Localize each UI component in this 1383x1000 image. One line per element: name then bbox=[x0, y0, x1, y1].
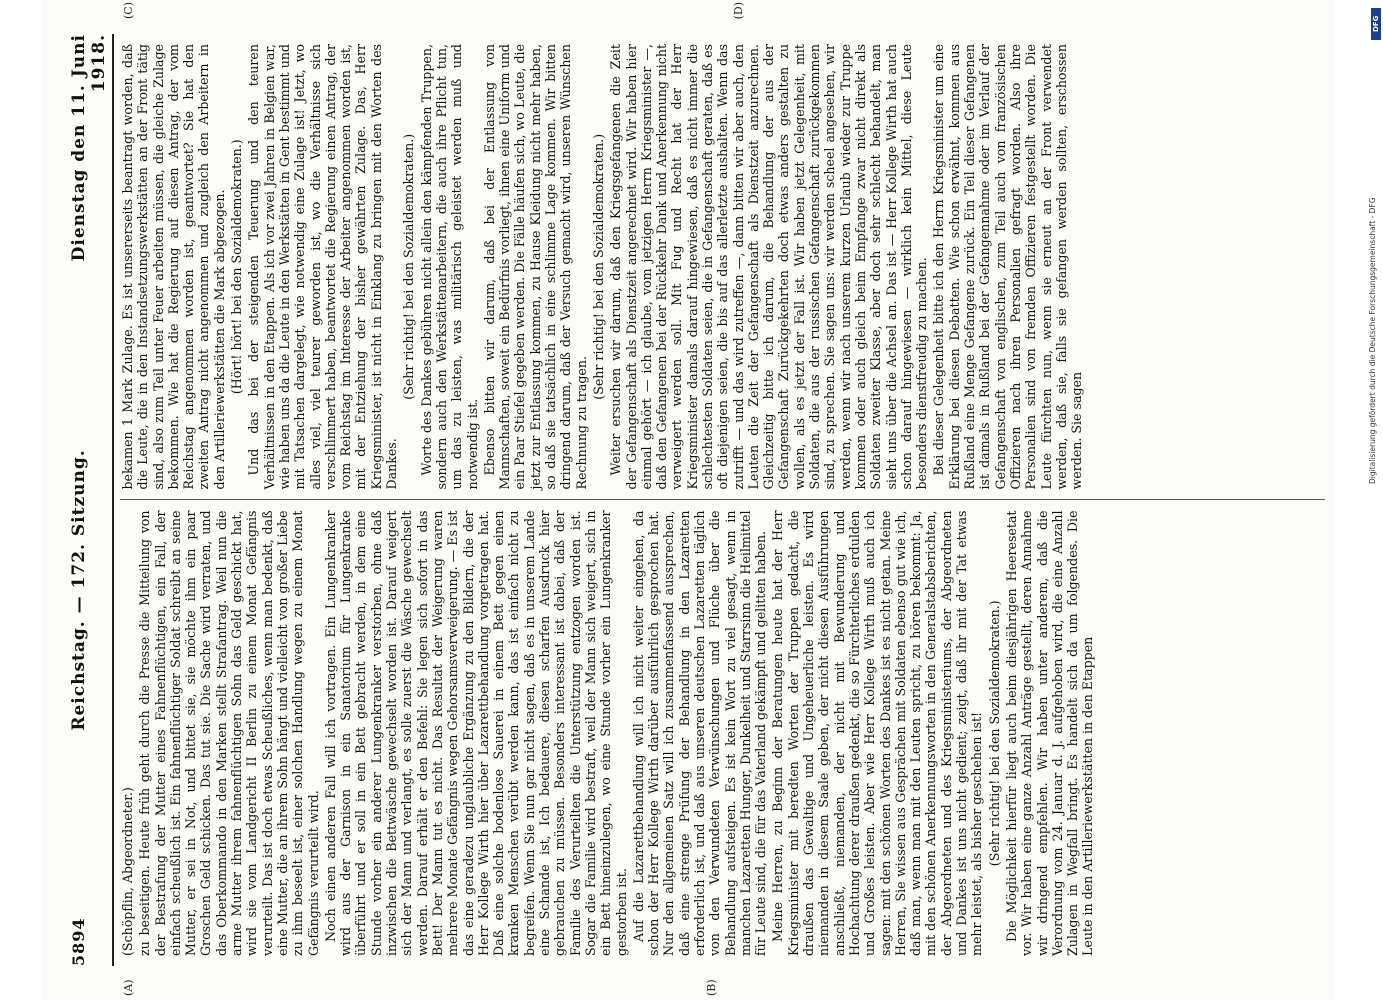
paragraph: Meine Herren, zu Beginn der Beratungen heute hat der Herr Kriegsminister mit beredten Worten der Truppen gedacht, die draußen das Gewaltige und Ungeheuerliche leisten. Es wird niemanden in diesem Saale geben, der nicht diesen Ausführungen anschließt, niemanden, der nicht mit Bewunderung und Hochachtung derer draußen gedenkt, die so Fürchterliches erdulden und Großes leisten. Aber wie Herr Kollege Wirth muß auch ich sagen: mit den schönen Worten des Dankes ist es nicht getan. Meine Herren, Sie wissen aus Gesprächen mit Soldaten ebenso gut wie ich, daß man, wenn man mit den Leuten spricht, zu hören bekommt: Ja, mit den schönen Anerkennungsworten in den Generalstabsberichten, der Abgeordneten und des Kriegsministeriums, der Abgeordneten und Dankes ist uns nicht gedient; zeigt, daß ihr mit der Tat etwas mehr leistet, als bisher geschehen ist! bbox=[770, 510, 985, 956]
interjection: (Sehr richtig! bei den Sozialdemokraten.) bbox=[401, 133, 417, 400]
paragraph: Die Möglichkeit hierfür liegt auch beim diesjährigen Heeresetat vor. Wir haben eine ganze Anzahl Anträge gestellt, deren Annahme wir dringend empfehlen. Wir haben unter anderem, daß die Verordnung vom 24. Januar d. J. aufgehoben wird, die eine Anzahl Zulagen in Wegfall bringt. Es handelt sich da um folgendes. Die Leute in den Artilleriewerkstätten in den Etappen bbox=[1003, 510, 1096, 956]
paragraph: Worte des Dankes gebühren nicht allein den kämpfenden Truppen, sondern auch den Werkstättenarbeitern, die auch ihre Pflicht tun, um das zu leisten, was militärisch geleistet werden muß und notwendig ist. bbox=[418, 44, 480, 490]
interjection: (Sehr richtig! bei den Sozialdemokraten.) bbox=[986, 600, 1002, 867]
left-column bbox=[120, 501, 1325, 996]
right-column bbox=[120, 2, 1325, 501]
speaker-line: (Schöpflin, Abgeordneter.) bbox=[120, 787, 135, 956]
interjection: (Sehr richtig! bei den Sozialdemokraten.) bbox=[590, 133, 606, 400]
margin-marker-d: (D) bbox=[732, 2, 745, 20]
margin-marker-b: (B) bbox=[705, 979, 718, 996]
paragraph: Auf die Lazarettbehandlung will ich nicht weiter eingehen, da schon der Herr Kollege Wirth darüber ausführlich gesprochen hat. Nur den allgemeinen Satz will ich zusammenfassend aussprechen, daß eine strenge Prüfung der Behandlung in den Lazaretten erforderlich ist, und daß aus unseren deutschen Lazaretten täglich von den Verwundeten Verwünschungen und Flüche über die Behandlung aufsteigen. Es ist kein Wort zu viel gesagt, wenn in manchen Lazaretten Hunger, Dunkelheit und Starrsinn die Heilmittel für Leute sind, die für das Vaterland gekämpft und gelitten haben. bbox=[630, 510, 769, 956]
paragraph: Noch einen anderen Fall will ich vortragen. Ein Lungenkranker wird aus der Garnison in ein Sanatorium für Lungenkranke überführt und er soll in ein Bett gebracht werden, in dem eine Stunde vorher ein anderer Lungenkranker verstorben, ohne daß inzwischen die Bettwäsche gewechselt worden ist. Darauf weigert sich der Mann und verlangt, es solle zuerst die Wäsche gewechselt werden. Darauf erhält er den Befehl: Sie legen sich sofort in das Bett! Der Mann tut es nicht. Das Resultat der Weigerung waren mehrere Monate Gefängnis wegen Gehorsamsverweigerung. — Es ist das eine geradezu unglaubliche Ergänzung zu den Bildern, die der Herr Kollege Wirth hier über Lazarettbehandlung vorgetragen hat. Daß eine solche bodenlose Sauerei in einem Bett gegen einen kranken Menschen verübt werden kann, das ist einfach nicht zu begreifen. Wenn Sie nun gar nicht sagen, daß es in unserem Lande eine Schande ist, Ich bedauere, diesen scharfen Ausdruck hier gebrauchen zu müssen. Besonders interessant ist dabei, daß der Familie des Verurteilten die Unterstützung entzogen worden ist. Sogar die Familie wird bestraft, weil der Mann sich weigert, sich in ein Bett hineinzulegen, wo eine Stunde vorher ein Lungenkranker gestorben ist. bbox=[322, 510, 629, 956]
digitization-note: Digitalisierung gefördert durch die Deutsche Forschungsgemeinschaft - DFG bbox=[1368, 197, 1377, 484]
paragraph: Ebenso bitten wir darum, daß bei der Entlassung von Mannschaften, soweit ein Bedürfnis vorliegt, ihnen eine Uniform und ein Paar Stiefel gegeben werden. Die Fälle häufen sich, wo Leute, die jetzt zur Entlassung kommen, zu Hause Kleidung nicht mehr haben, so daß sie tatsächlich in eine schlimme Lage kommen. Wir bitten dringend darum, daß der Versuch gemacht wird, unseren Wünschen Rechnung zu tragen. bbox=[481, 44, 589, 490]
paragraph: Weiter ersuchen wir darum, daß den Kriegsgefangenen die Zeit der Gefangenschaft als Dienstzeit angerechnet wird. Wir haben hier einmal gehört — ich glaube, vom jetzigen Herrn Kriegsminister —, daß den Gefangenen bei der Rückkehr Dank und Anerkennung nicht verweigert werden soll. Mit Fug und Recht hat der Herr Kriegsminister damals darauf hingewiesen, daß es nicht immer die schlechtesten Soldaten seien, die in Gefangenschaft geraten, daß es oft diejenigen seien, die bis auf das allerletzte aushalten. Wenn das zutrifft — und das wird zutreffen —, dann bitten wir aber auch, den Leuten die Zeit der Gefangenschaft als Dienstzeit anzurechnen. Gleichzeitig bitte ich darum, die Behandlung der aus der Gefangenschaft Zurückgekehrten doch etwas anders gestalten zu wollen, als es jetzt der Fall ist. Wir haben jetzt Gelegenheit, mit Soldaten, die aus der russischen Gefangenschaft zurückgekommen sind, zu sprechen. Sie sagen uns: wir werden scheel angesehen, wir werden, wenn wir nach unserem kurzen Urlaub wieder zur Truppe kommen oder auch gleich beim Empfange zwar nicht direkt als Soldaten zweiter Klasse, aber doch sehr schlecht behandelt, man sieht uns über die Achsel an. Das ist — Herr Kollege Wirth hat auch schon darauf hingewiesen — wirklich kein Mittel, diese Leute besonders dienstfreudig zu machen. bbox=[608, 44, 930, 490]
paragraph: Bei dieser Gelegenheit bitte ich den Herrn Kriegsminister um eine Erklärung bei diesen Debatten. Wie schon erwähnt, kommen aus Rußland eine Menge Gefangene zurück. Ein Teil dieser Gefangenen ist damals in Rußland bei der Gefangennahme oder im Verlauf der Gefangenschaft von englischen, zum Teil auch von französischen Offizieren nach ihren Personalien gefragt worden. Also ihre Personalien sind von fremden Offizieren festgestellt worden. Die Leute fürchten nun, wenn sie erneut an der Front verwendet werden, daß sie, falls sie gefangen werden sollten, erschossen werden. Sie sagen bbox=[931, 44, 1085, 490]
page-title: Reichstag. — 172. Sitzung. bbox=[69, 449, 89, 731]
page-header bbox=[69, 34, 114, 966]
interjection: (Hört! hört! bei den Sozialdemokraten.) bbox=[229, 139, 245, 395]
paragraph: zu beseitigen. Heute früh geht durch die Presse die Mitteilung von der Bestrafung der Mutter eines Fahnenflüchtigen, ein Fall, der einfach scheußlich ist. Ein fahnenflüchtiger Soldat schreibt an seine Mutter, er sei in Not, und bittet sie, sie möchte ihm ein paar Groschen Geld schicken. Das tut sie. Die Sache wird verraten, und das Oberkommando in den Marken stellt Strafantrag. Weil nun die arme Mutter ihrem fahnenflüchtigen Sohn das Geld geschickt hat, wird sie vom Landgericht II Berlin zu einem Monat Gefängnis verurteilt. Das ist doch etwas Scheußliches, wenn man bedenkt, daß eine Mutter, die an ihrem Sohn hängt und vielleicht von großer Liebe zu ihm beseelt ist, einer solchen Handlung wegen zu einem Monat Gefängnis verurteilt wird. bbox=[137, 510, 321, 956]
text-columns bbox=[120, 2, 1325, 996]
margin-marker-a: (A) bbox=[122, 979, 135, 996]
page-date: Dienstag den 11. Juni 1918. bbox=[69, 34, 109, 262]
paragraph: Und das bei der steigenden Teuerung und den teuren Verhältnissen in den Etappen. Als ich vor zwei Jahren in Belgien war, wie haben uns da die Leute in den Werkstätten in Gent bestimmt und mit Tatsachen dargelegt, wie notwendig eine Zulage ist! Jetzt, wo alles viel, viel teurer geworden ist, wo die Verhältnisse sich verschlimmert haben, beantwortet die Regierung einen Antrag, der vom Reichstag im Interesse der Arbeiter angenommen worden ist, mit der Entziehung der bisher gewährten Zulage. Das, Herr Kriegsminister, ist nicht in Einklang zu bringen mit den Worten des Dankes. bbox=[246, 44, 400, 490]
dfg-logo: DFG bbox=[1371, 8, 1381, 40]
paragraph: bekamen 1 Mark Zulage. Es ist unsererseits beantragt worden, daß die Leute, die in den Instandsetzungswerkstätten an der Front tätig sind, also zum Teil unter Feuer arbeiten müssen, die gleiche Zulage bekommen. Wie hat die Regierung auf diesen Antrag, der vom Reichstag angenommen worden ist, geantwortet? Sie hat den zweiten Antrag nicht angenommen und zugleich den Arbeitern in den Artilleriewerkstätten die Mark abgezogen. bbox=[120, 44, 227, 490]
document-page bbox=[43, 0, 1333, 1000]
margin-marker-c: (C) bbox=[122, 2, 135, 19]
page-number: 5894 bbox=[69, 917, 88, 966]
